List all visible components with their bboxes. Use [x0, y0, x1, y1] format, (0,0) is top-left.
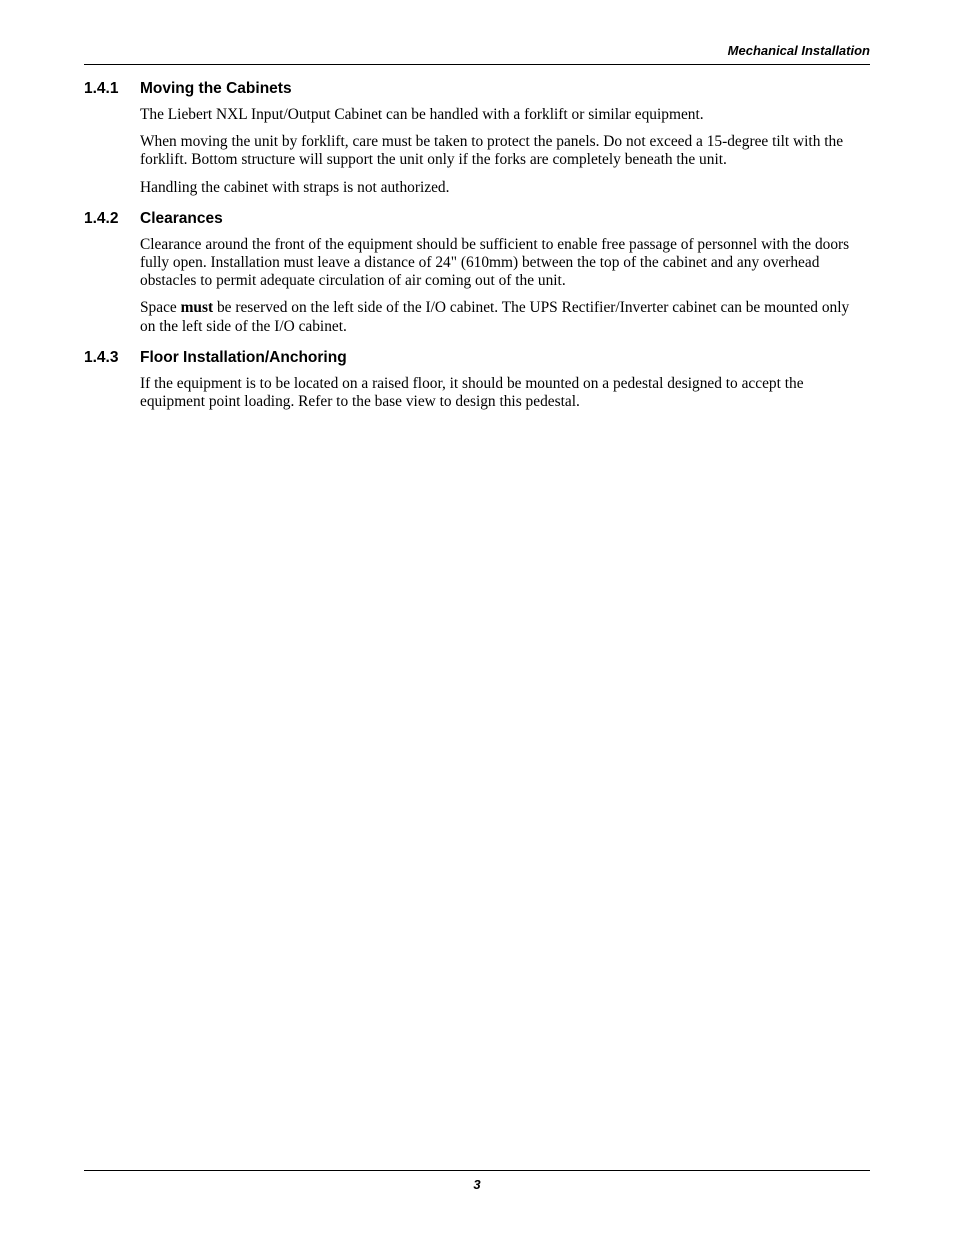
page-number: 3 [473, 1177, 481, 1192]
paragraph-text: be reserved on the left side of the I/O cabinet. The UPS Rectifier/Inverter cabinet can be mounted only on the left side of the I/O cabinet. [140, 299, 850, 335]
running-header: Mechanical Installation [727, 43, 870, 58]
section-clearances [84, 209, 870, 336]
paragraph: Handling the cabinet with straps is not authorized. [140, 178, 450, 196]
section-number: 1.4.2 [84, 209, 119, 227]
section-heading [84, 348, 870, 368]
page-content [84, 79, 870, 420]
paragraph: Clearance around the front of the equipment should be sufficient to enable free passage of personnel with the doors fully open. Installation must leave a distance of 24" (610mm) between the top of the cabinet and any overhead obstacles to permit adequate circulation of air coming out of the unit. [140, 235, 850, 290]
emphasis-text: must [180, 299, 214, 317]
section-heading [84, 79, 870, 99]
paragraph: When moving the unit by forklift, care must be taken to protect the panels. Do not exceed a 15-degree tilt with the forklift. Bottom structure will support the unit only if the forks are completely beneath the unit. [140, 133, 844, 169]
section-title: Floor Installation/Anchoring [140, 348, 347, 366]
paragraph: The Liebert NXL Input/Output Cabinet can be handled with a forklift or similar equipment. [140, 106, 704, 123]
paragraph-text: Space [140, 299, 181, 317]
section-number: 1.4.1 [84, 80, 119, 97]
paragraph: If the equipment is to be located on a raised floor, it should be mounted on a pedestal designed to accept the equipment point loading. Refer to the base view to design this pedestal. [140, 374, 804, 411]
section-title: Clearances [140, 209, 223, 227]
footer-rule [84, 1170, 870, 1171]
section-number: 1.4.3 [84, 348, 119, 366]
paragraph [140, 299, 868, 335]
section-heading [84, 209, 870, 229]
header-rule [84, 64, 870, 65]
section-floor-installation [84, 348, 870, 411]
section-title: Moving the Cabinets [140, 80, 292, 97]
section-moving-the-cabinets [84, 79, 870, 197]
